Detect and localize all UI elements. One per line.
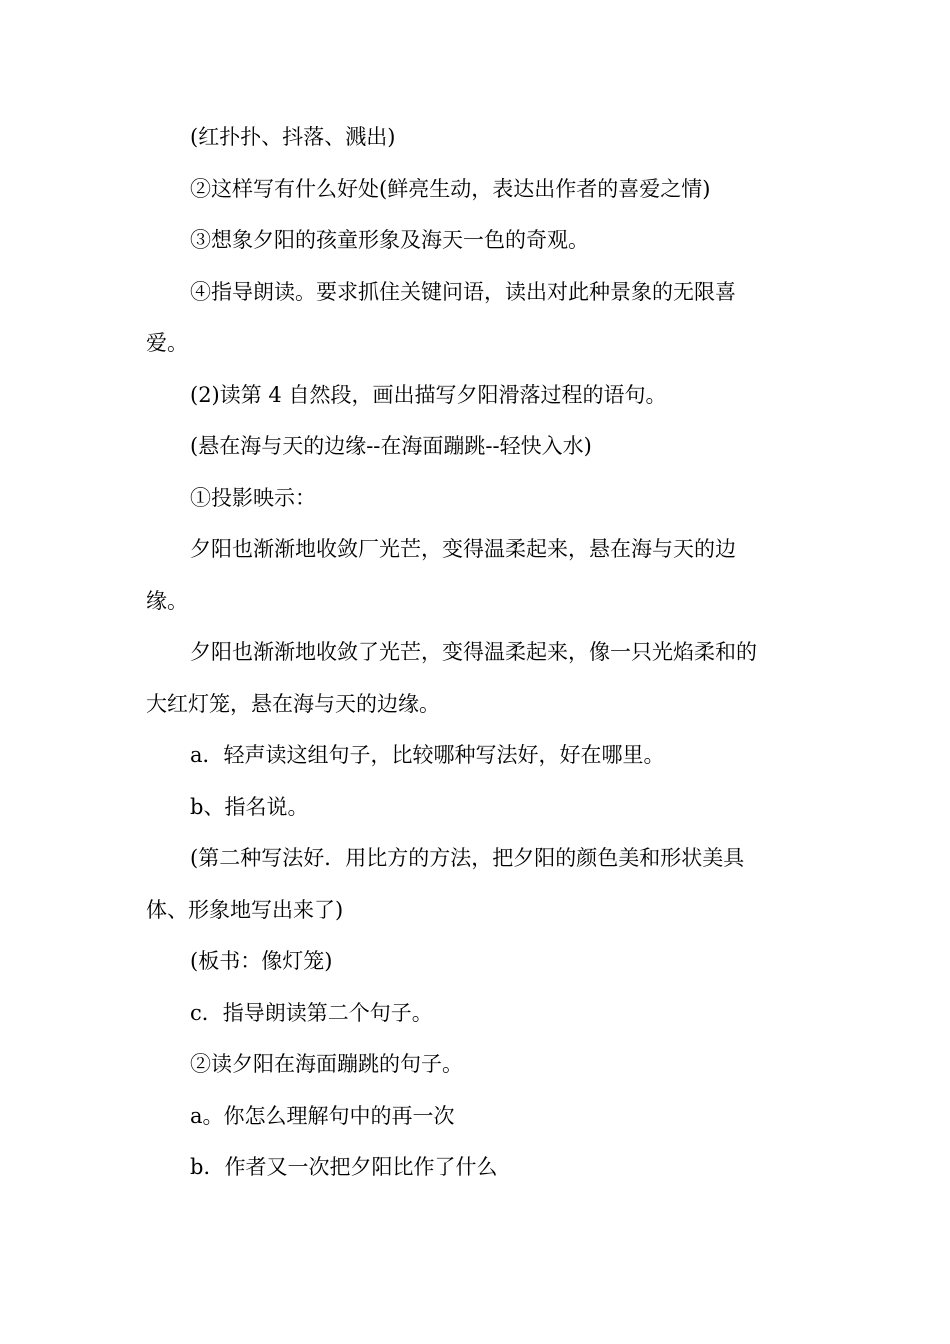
paragraph-line: (2)读第 4 自然段，画出描写夕阳滑落过程的语句。 [190,382,667,407]
paragraph-line-continuation: 大红灯笼，悬在海与天的边缘。 [146,691,440,716]
paragraph-line: (红扑扑、抖落、溅出) [190,125,396,149]
document-body [146,117,806,1199]
paragraph-line-continuation: 爱。 [146,331,188,355]
paragraph-line: ①投影映示： [190,485,316,510]
paragraph-line: ②读夕阳在海面蹦跳的句子。 [190,1052,463,1076]
paragraph-line: (第二种写法好．用比方的方法，把夕阳的颜色美和形状美具 [190,846,745,870]
paragraph-line: 夕阳也渐渐地收敛厂光芒，变得温柔起来，悬在海与天的边 [190,537,736,561]
paragraph-line: a．轻声读这组句子，比较哪种写法好，好在哪里。 [190,743,665,767]
paragraph-line: 夕阳也渐渐地收敛了光芒，变得温柔起来，像一只光焰柔和的 [190,640,757,664]
paragraph-line-continuation: 缘。 [146,588,188,613]
paragraph-line: (悬在海与天的边缘--在海面蹦跳--轻快入水) [190,434,592,458]
paragraph-line: b、指名说。 [190,794,309,819]
paragraph-line: (板书：像灯笼) [190,949,333,973]
paragraph-line: c．指导朗读第二个句子。 [190,1000,433,1025]
paragraph-line: ②这样写有什么好处(鲜亮生动，表达出作者的喜爱之情) [190,176,711,201]
paragraph-line: b．作者又一次把夕阳比作了什么 [190,1155,498,1179]
paragraph-line: ④指导朗读。要求抓住关键问语，读出对此种景象的无限喜 [190,279,736,304]
paragraph-line: a。你怎么理解句中的再一次 [190,1103,455,1128]
paragraph-line: ③想象夕阳的孩童形象及海天一色的奇观。 [190,228,589,252]
paragraph-line-continuation: 体、形象地写出来了) [146,897,344,922]
